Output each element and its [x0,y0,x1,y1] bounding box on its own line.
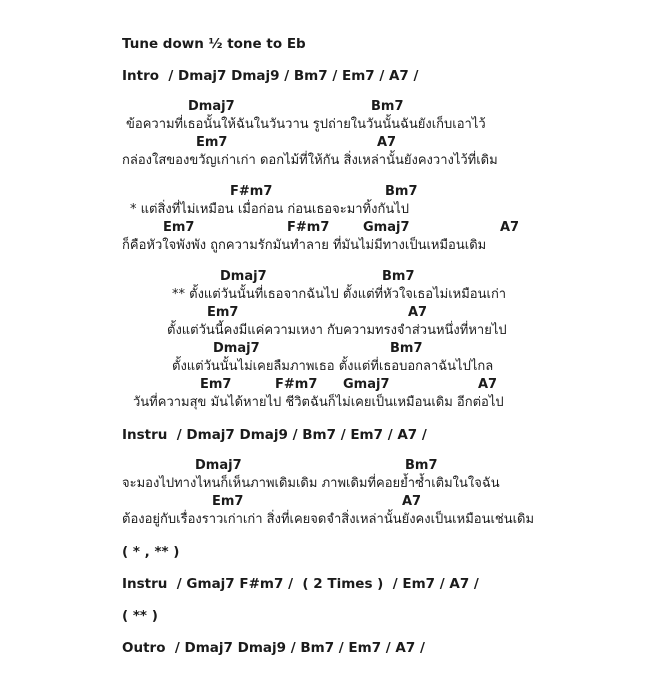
chord-label: A7 [377,135,397,150]
lyric-line: จะมองไปทางไหนก็เห็นภาพเดิมเดิม ภาพเดิมที่คอยย้ำซ้ำเติมในใจฉัน [122,476,500,491]
lyric-line: ก็คือหัวใจพังพัง ถูกความรักมันทำลาย ที่มันไม่มีทางเป็นเหมือนเดิม [122,238,487,253]
chord-label: A7 [408,305,428,320]
chord-label: Em7 [200,377,232,392]
chord-label: Gmaj7 [363,220,410,235]
chord-line [0,183,670,201]
lyric-line: ตั้งแต่วันนั้นไม่เคยลืมภาพเธอ ตั้งแต่ที่เธอบอกลาฉันไปไกล [172,359,494,374]
lyric-line: ตั้งแต่วันนี้คงมีแค่ความเหงา กับความทรงจำส่วนหนึ่งที่หายไป [167,323,507,338]
chord-label: F#m7 [287,220,330,235]
lyric-line: * แต่สิ่งที่ไม่เหมือน เมื่อก่อน ก่อนเธอจะมาทิ้งกันไป [130,202,410,217]
chord-label: Em7 [196,135,228,150]
chord-label: F#m7 [275,377,318,392]
verse-double-star [0,268,670,412]
lyric-line: กล่องใสของขวัญเก่าเก่า ดอกไม้ที่ให้กัน สิ่งเหล่านั้นยังคงวางไว้ที่เดิม [122,153,498,168]
chord-label: Em7 [207,305,239,320]
chord-label: Dmaj7 [188,99,235,114]
outro-line: Outro / Dmaj7 Dmaj9 / Bm7 / Em7 / A7 / [122,640,425,656]
chord-label: Dmaj7 [213,341,260,356]
chord-line [0,493,670,511]
chord-label: A7 [500,220,520,235]
lyric-line: วันที่ความสุข มันได้หายไป ชีวิตฉันก็ไม่เคยเป็นเหมือนเดิม อีกต่อไป [133,395,504,410]
chord-line [0,304,670,322]
chord-label: Bm7 [390,341,423,356]
chord-line [0,134,670,152]
song-body [0,68,670,657]
instru-line-1: Instru / Dmaj7 Dmaj9 / Bm7 / Em7 / A7 / [122,427,427,443]
repeat-star-marks-line: ( * , ** ) [122,544,180,560]
chord-line [0,376,670,394]
chord-label: Bm7 [371,99,404,114]
chord-line [0,340,670,358]
chord-label: A7 [478,377,498,392]
chord-line [0,98,670,116]
chord-line [0,219,670,237]
chord-label: Bm7 [405,458,438,473]
lyric-line: ต้องอยู่กับเรื่องราวเก่าเก่า สิ่งที่เคยจดจำสิ่งเหล่านั้นยังคงเป็นเหมือนเช่นเดิม [122,512,535,527]
lyric-line: ข้อความที่เธอนั้นให้ฉันในวันวาน รูปถ่ายในวันนั้นฉันยังเก็บเอาไว้ [126,117,486,132]
chord-label: A7 [402,494,422,509]
chord-label: Bm7 [382,269,415,284]
chord-label: Em7 [212,494,244,509]
chord-line [0,457,670,475]
instru-line-2: Instru / Gmaj7 F#m7 / ( 2 Times ) / Em7 / A7 / [122,576,479,592]
chord-label: F#m7 [230,184,273,199]
chord-label: Gmaj7 [343,377,390,392]
intro-line: Intro / Dmaj7 Dmaj9 / Bm7 / Em7 / A7 / [122,68,419,84]
tuning-note: Tune down ½ tone to Eb [122,36,306,52]
lyric-line: ** ตั้งแต่วันนั้นที่เธอจากฉันไป ตั้งแต่ที่หัวใจเธอไม่เหมือนเก่า [172,287,507,302]
chord-label: Dmaj7 [195,458,242,473]
verse-1 [0,98,670,170]
verse-4 [0,457,670,529]
chord-label: Dmaj7 [220,269,267,284]
repeat-double-star-line: ( ** ) [122,608,158,624]
chord-label: Em7 [163,220,195,235]
verse-star [0,183,670,255]
chord-label: Bm7 [385,184,418,199]
chord-line [0,268,670,286]
